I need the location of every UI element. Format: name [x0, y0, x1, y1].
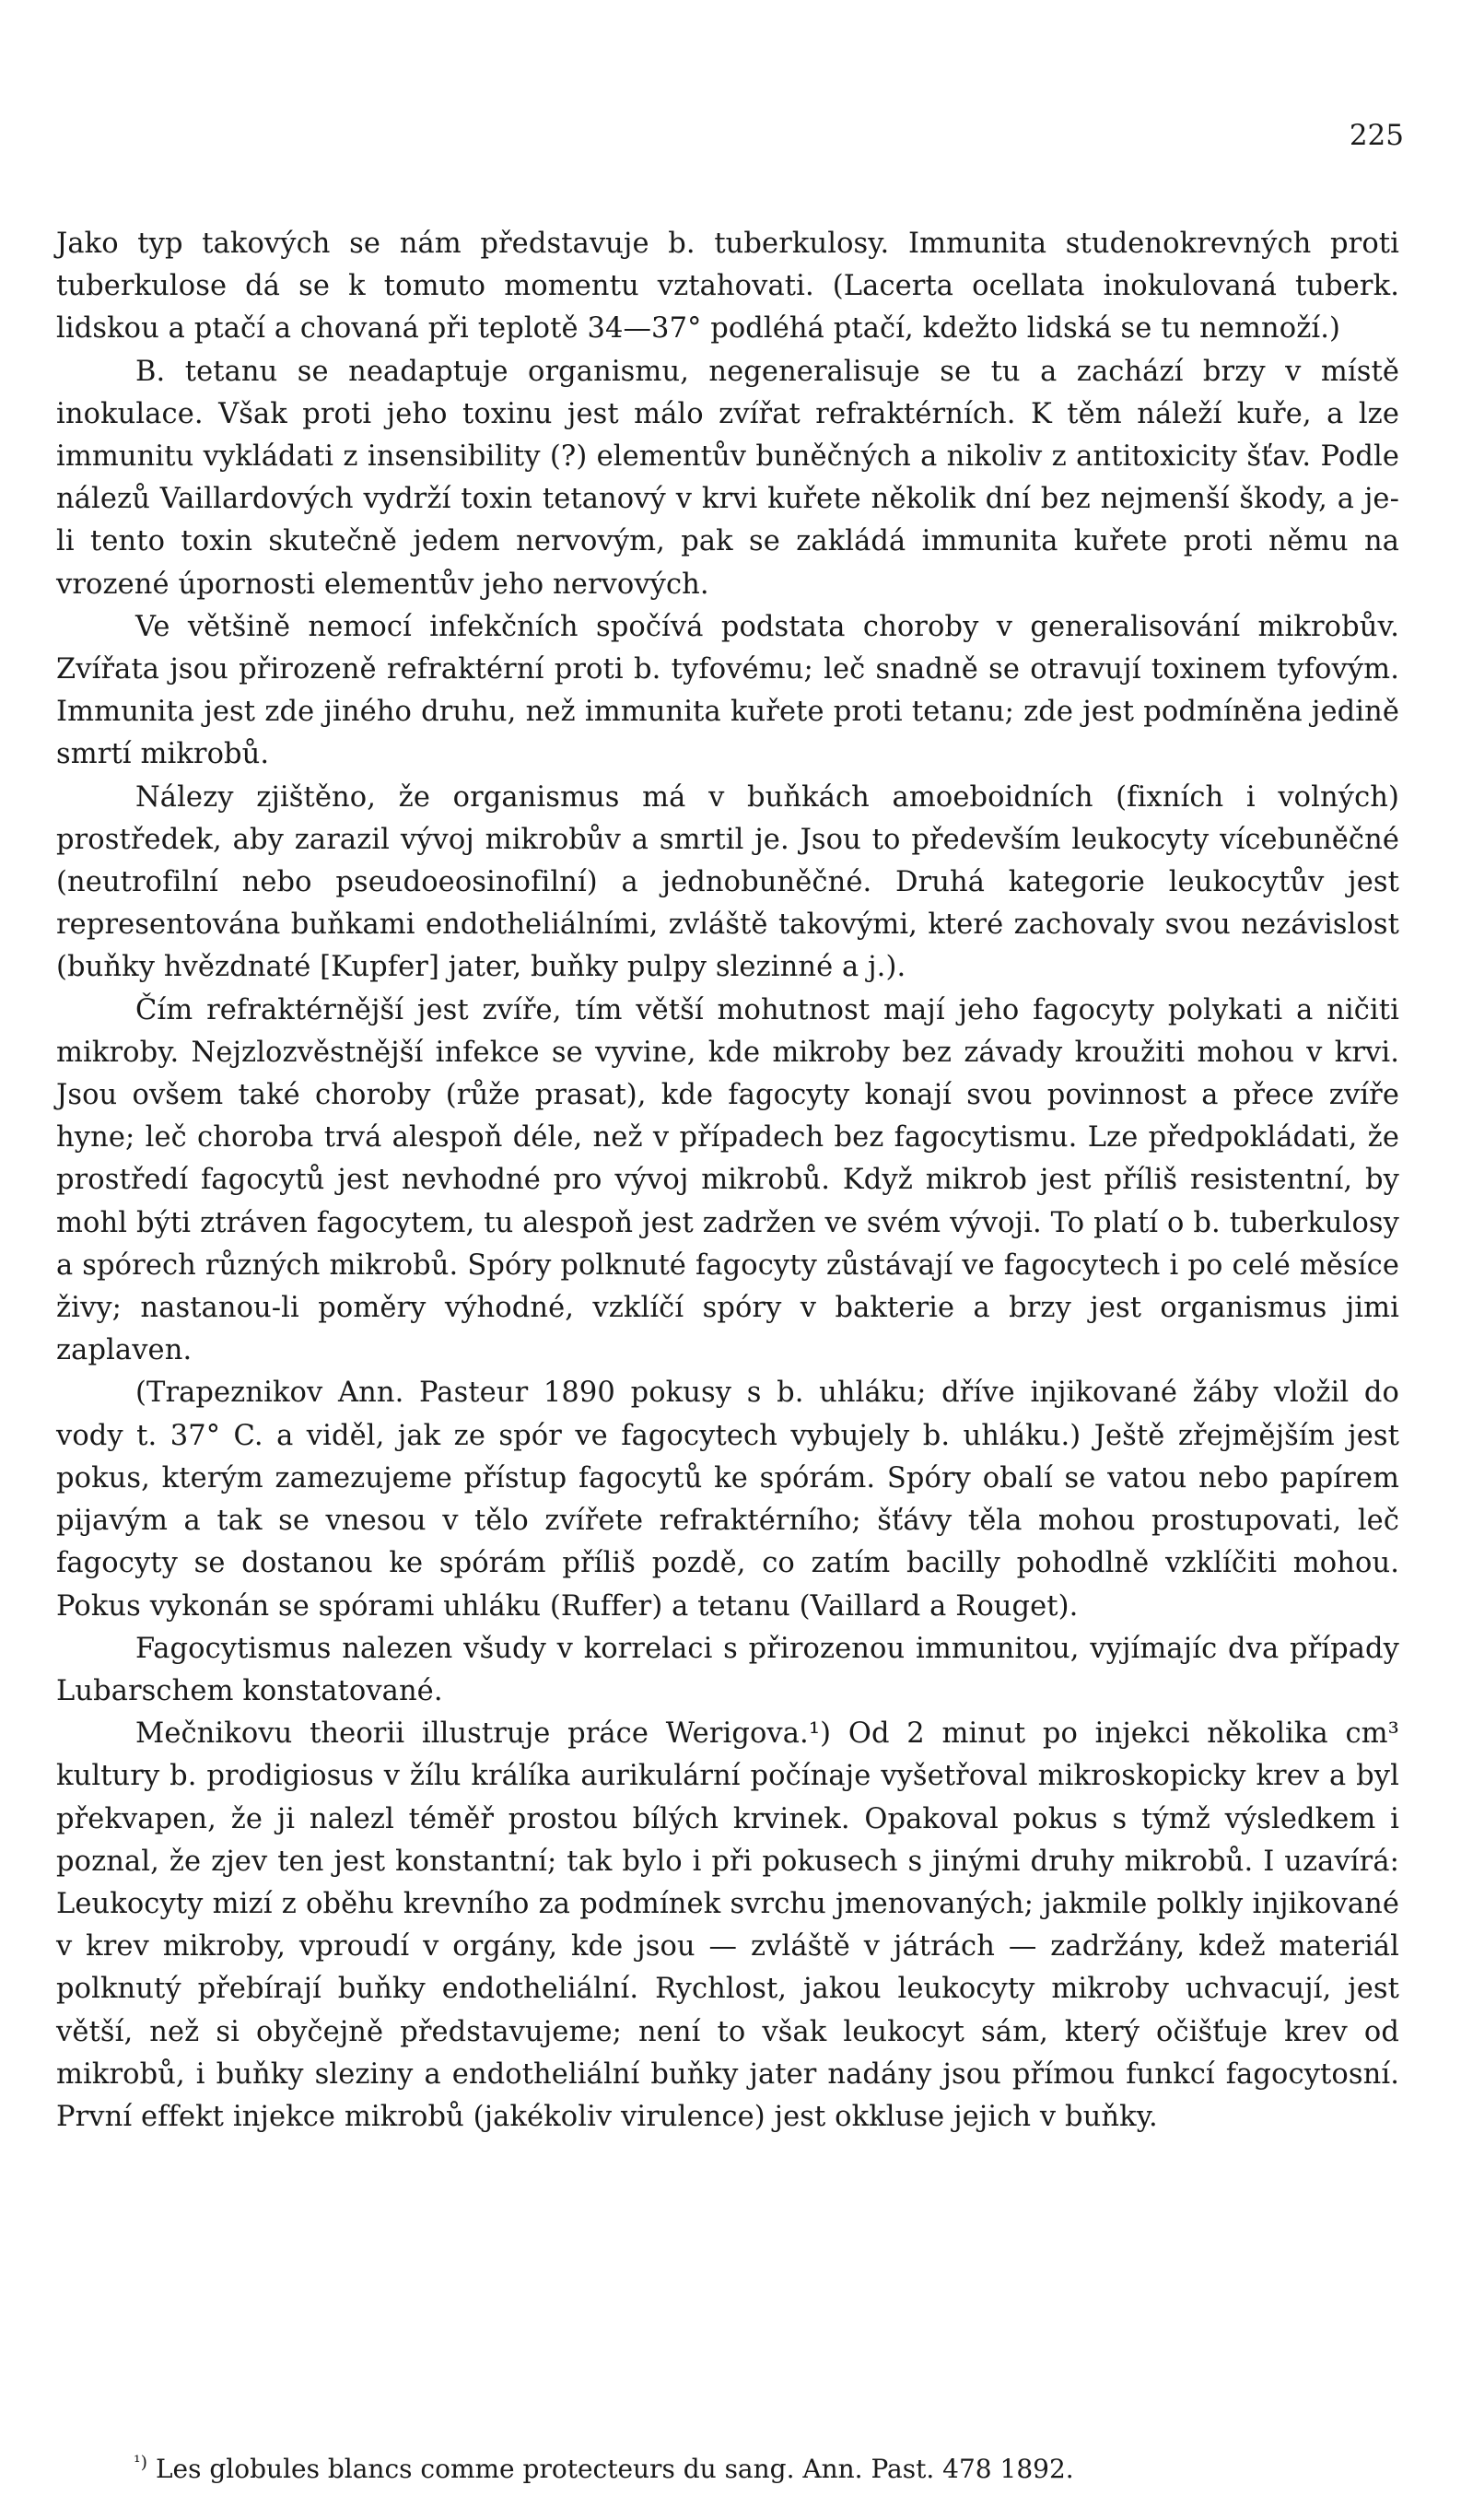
footnote-text: Les globules blancs comme protecteurs du sang. Ann. Past. 478 1892. [155, 2454, 1074, 2484]
paragraph: Ve většině nemocí infekčních spočívá podstata choroby v generalisování mikrobův. Zvířata jsou přirozeně refraktérní proti b. tyfovému; leč snadně se otravují toxinem tyfovým. Immunita jest zde jiného druhu, než immunita kuřete proti tetanu; zde jest podmíněna jedině smrtí mikrobů. [56, 610, 1399, 771]
paragraph: Fagocytismus nalezen všudy v korrelaci s přirozenou immunitou, vyjímajíc dva případy Lubarschem konstatované. [56, 1632, 1399, 1707]
paragraph: Nálezy zjištěno, že organismus má v buňkách amoeboidních (fixních i volných) prostředek, aby zarazil vývoj mikrobův a smrtil je. Jsou to především leukocyty vícebuněčné (neutrofilní nebo pseudoeosinofilní) a jednobuněčné. Druhá kategorie leukocytův jest representována buňkami endotheliálními, zvláště takovými, které zachovaly svou nezávislost (buňky hvězdnaté [Kupfer] jater, buňky pulpy slezinné a j.). [56, 780, 1399, 984]
paragraph: Mečnikovu theorii illustruje práce Werigova.¹) Od 2 minut po injekci několika cm³ kultury b. prodigiosus v žílu králíka aurikulární počínaje vyšetřoval mikroskopicky krev a byl překvapen, že ji nalezl téměř prostou bílých krvinek. Opakoval pokus s týmž výsledkem i poznal, že zjev ten jest konstantní; tak bylo i při pokusech s jinými druhy mikrobů. I uzavírá: Leukocyty mizí z oběhu krevního za podmínek svrchu jmenovaných; jakmile polkly injikované v krev mikroby, vproudí v orgány, kde jsou — zvláště v játrách — zadržány, kdež materiál polknutý přebírají buňky endotheliální. Rychlost, jakou leukocyty mikroby uchvacují, jest větší, než si obyčejně představujeme; není to však leukocyt sám, který očišťuje krev od mikrobů, i buňky sleziny a endotheliální buňky jater nadány jsou přímou funkcí fagocytosní. První effekt injekce mikrobů (jakékoliv virulence) jest okkluse jejich v buňky. [56, 1717, 1399, 2133]
body-text [56, 223, 1399, 2139]
footnote [134, 2453, 1377, 2486]
paragraph: Čím refraktérnější jest zvíře, tím větší mohutnost mají jeho fagocyty polykati a ničiti mikroby. Nejzlozvěstnější infekce se vyvine, kde mikroby bez závady kroužiti mohou v krvi. Jsou ovšem také choroby (růže prasat), kde fagocyty konají svou povinnost a přece zvíře hyne; leč choroba trvá alespoň déle, než v případech bez fagocytismu. Lze předpokládati, že prostředí fagocytů jest nevhodné pro vývoj mikrobů. Když mikrob jest příliš resistentní, by mohl býti ztráven fagocytem, tu alespoň jest zadržen ve svém vývoji. To platí o b. tuberkulosy a spórech různých mikrobů. Spóry polknuté fagocyty zůstávají ve fagocytech i po celé měsíce živy; nastanou-li poměry výhodné, vzklíčí spóry v bakterie a brzy jest organismus jimi zaplaven. [56, 993, 1399, 1367]
paragraph: (Trapeznikov Ann. Pasteur 1890 pokusy s b. uhláku; dříve injikované žáby vložil do vody t. 37° C. a viděl, jak ze spór ve fagocytech vybujely b. uhláku.) Ještě zřejmějším jest pokus, kterým zamezujeme přístup fagocytů ke spórám. Spóry obalí se vatou nebo papírem pijavým a tak se vnesou v tělo zvířete refraktérního; šťávy těla mohou prostupovati, leč fagocyty se dostanou ke spórám příliš pozdě, co zatím bacilly pohodlně vzklíčiti mohou. Pokus vykonán se spórami uhláku (Ruffer) a tetanu (Vaillard a Rouget). [56, 1377, 1399, 1623]
page-number: 225 [1349, 119, 1404, 152]
footnote-mark: ¹) [134, 2452, 148, 2473]
paragraph: Jako typ takových se nám představuje b. tuberkulosy. Immunita studenokrevných proti tuberkulose dá se k tomuto momentu vztahovati. (Lacerta ocellata inokulovaná tuberk. lidskou a ptačí a chovaná při teplotě 34—37° podléhá ptačí, kdežto lidská se tu nemnoží.) [56, 228, 1399, 346]
paragraph: B. tetanu se neadaptuje organismu, negeneralisuje se tu a zachází brzy v místě inokulace. Však proti jeho toxinu jest málo zvířat refraktérních. K těm náleží kuře, a lze immunitu vykládati z insensibility (?) elementův buněčných a nikoliv z antitoxicity šťav. Podle nálezů Vaillardových vydrží toxin tetanový v krvi kuřete několik dní bez nejmenší škody, a je-li tento toxin skutečně jedem nervovým, pak se zakládá immunita kuřete proti němu na vrozené úpornosti elementův jeho nervových. [56, 355, 1399, 601]
